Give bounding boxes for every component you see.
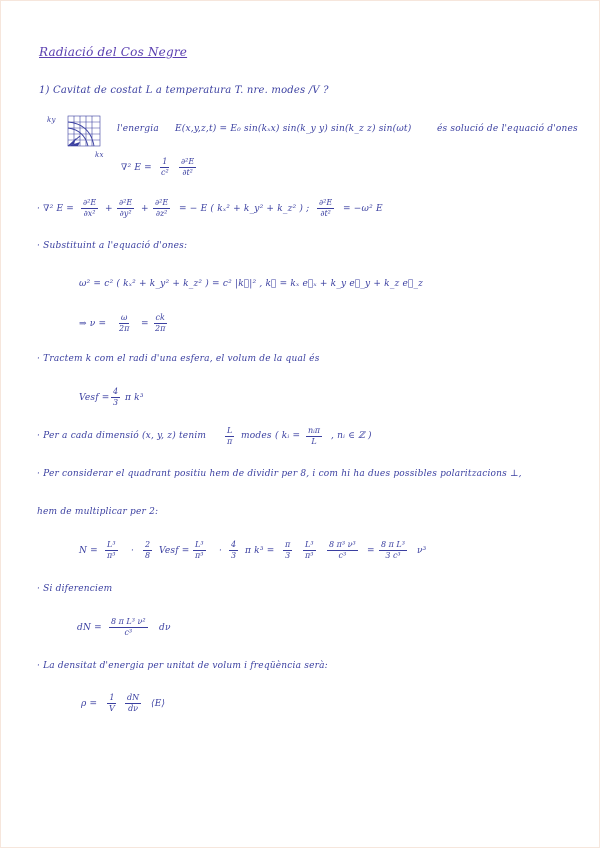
- plus-sign: +: [105, 204, 113, 214]
- laplacian-term-y: $\frac{\text{∂²E}}{\text{∂y²}}$: [119, 198, 133, 218]
- n-fraction-5: $\frac{\pi}{3}$: [285, 540, 291, 560]
- dot-operator: ·: [131, 546, 135, 556]
- rho-fraction-1: $\frac{1}{V}$: [109, 693, 115, 713]
- per-dimension-modes: modes: [241, 431, 272, 441]
- per-dimension-text: · Per a cada dimensió (x, y, z) tenim: [37, 431, 207, 441]
- n-fraction-2: $\frac{2}{8}$: [145, 540, 151, 560]
- dot-operator: ·: [219, 546, 223, 556]
- omega-equation: ω² = c² ( kₓ² + k_y² + k_z² ) = c² |k⃗|² , k⃗ = kₓ e⃗ₓ + k_y e⃗_y + k_z e⃗_z: [79, 279, 424, 289]
- nu-fraction-2: $\frac{ck}{2\pi}$: [155, 313, 166, 333]
- quadrant-text-1: · Per considerar el quadrant positiu hem de dividir per 8, i com hi ha dues possibles polaritzacions ⊥,: [37, 469, 522, 479]
- dn-fraction: $\frac{\text{8 π L³ ν²}}{\text{c³}}$: [111, 617, 146, 637]
- rho-equation-lhs: ρ =: [81, 699, 98, 709]
- dn-equation-rhs: dν: [159, 623, 171, 633]
- wave-equation-fraction-2: $\frac{\text{∂²E}}{\text{∂t²}}$: [181, 157, 195, 177]
- rho-equation-rhs: ⟨E⟩: [151, 699, 166, 709]
- dn-equation-lhs: dN =: [77, 623, 102, 633]
- equals-sign: =: [367, 546, 375, 556]
- wave-equation-fraction-1: $\frac{1}{\text{c²}}$: [161, 157, 169, 177]
- n-equation-lhs: N =: [79, 546, 98, 556]
- laplacian-lhs: · ∇² E =: [37, 204, 75, 214]
- nu-fraction-1: $\frac{\omega}{2\pi}$: [119, 313, 130, 333]
- n-fraction-8: $\frac{\text{8 π L³}}{\text{3 c³}}$: [381, 540, 405, 560]
- n-vesf: Vesf =: [159, 546, 190, 556]
- sphere-volume-rhs: π k³: [125, 393, 144, 403]
- laplacian-rhs: = − E ( kₓ² + k_y² + k_z² ) ;: [179, 204, 310, 214]
- laplacian-term-z: $\frac{\text{∂²E}}{\text{∂z²}}$: [155, 198, 169, 218]
- question-heading: 1) Cavitat de costat L a temperatura T. nre. modes /V ?: [39, 85, 329, 96]
- equals-sign: =: [141, 319, 149, 329]
- n-fraction-7: $\frac{\text{8 π³ ν³}}{\text{c³}}$: [329, 540, 356, 560]
- per-dimension-paren: ( kᵢ =: [275, 431, 301, 441]
- k-space-grid-diagram: [64, 114, 104, 148]
- nu-equation-lhs: ⇒ ν =: [79, 319, 107, 329]
- wave-equation-lhs: ∇² E =: [121, 163, 152, 173]
- ky-axis-label: ky: [47, 116, 56, 124]
- time-derivative-fraction: $\frac{\text{∂²E}}{\text{∂t²}}$: [319, 198, 333, 218]
- kx-axis-label: kx: [95, 151, 104, 159]
- time-derivative-rhs: = −ω² E: [343, 204, 383, 214]
- plus-sign: +: [141, 204, 149, 214]
- n-fraction-3: $\frac{\text{L³}}{\text{π³}}$: [195, 540, 204, 560]
- sphere-volume-lhs: Vesf =: [79, 393, 110, 403]
- treat-k-text: · Tractem k com el radi d'una esfera, el volum de la qual és: [37, 354, 320, 364]
- differentiate-text: · Si diferenciem: [37, 584, 113, 594]
- energy-intro: l'energia: [117, 124, 159, 134]
- n-fraction-1: $\frac{\text{L³}}{\text{π³}}$: [107, 540, 116, 560]
- n-fraction-4: $\frac{4}{3}$: [231, 540, 237, 560]
- per-dimension-fraction: $\frac{L}{\pi}$: [227, 426, 233, 446]
- laplacian-term-x: $\frac{\text{∂²E}}{\text{∂x²}}$: [83, 198, 97, 218]
- per-dimension-end: , nᵢ ∈ ℤ ): [331, 431, 372, 441]
- n-fraction-6: $\frac{\text{L³}}{\text{π³}}$: [305, 540, 314, 560]
- per-dimension-k-fraction: nᵢπ L: [308, 426, 321, 446]
- n-pi-k3: π k³ =: [245, 546, 275, 556]
- rho-fraction-2: $\frac{dN}{d\nu}$: [127, 693, 140, 713]
- n-nu-cubed: ν³: [417, 546, 427, 556]
- quadrant-text-2: hem de multiplicar per 2:: [37, 507, 159, 517]
- sphere-volume-fraction: $\frac{4}{3}$: [113, 387, 119, 407]
- substituting-text: · Substituint a l'equació d'ones:: [37, 241, 188, 251]
- page-title: Radiació del Cos Negre: [39, 45, 188, 59]
- energy-formula: E(x,y,z,t) = E₀ sin(kₓx) sin(k_y y) sin(k_z z) sin(ωt): [175, 124, 412, 134]
- energy-note: és solució de l'equació d'ones: [437, 124, 578, 134]
- density-text: · La densitat d'energia per unitat de volum i freqüència serà:: [37, 661, 328, 671]
